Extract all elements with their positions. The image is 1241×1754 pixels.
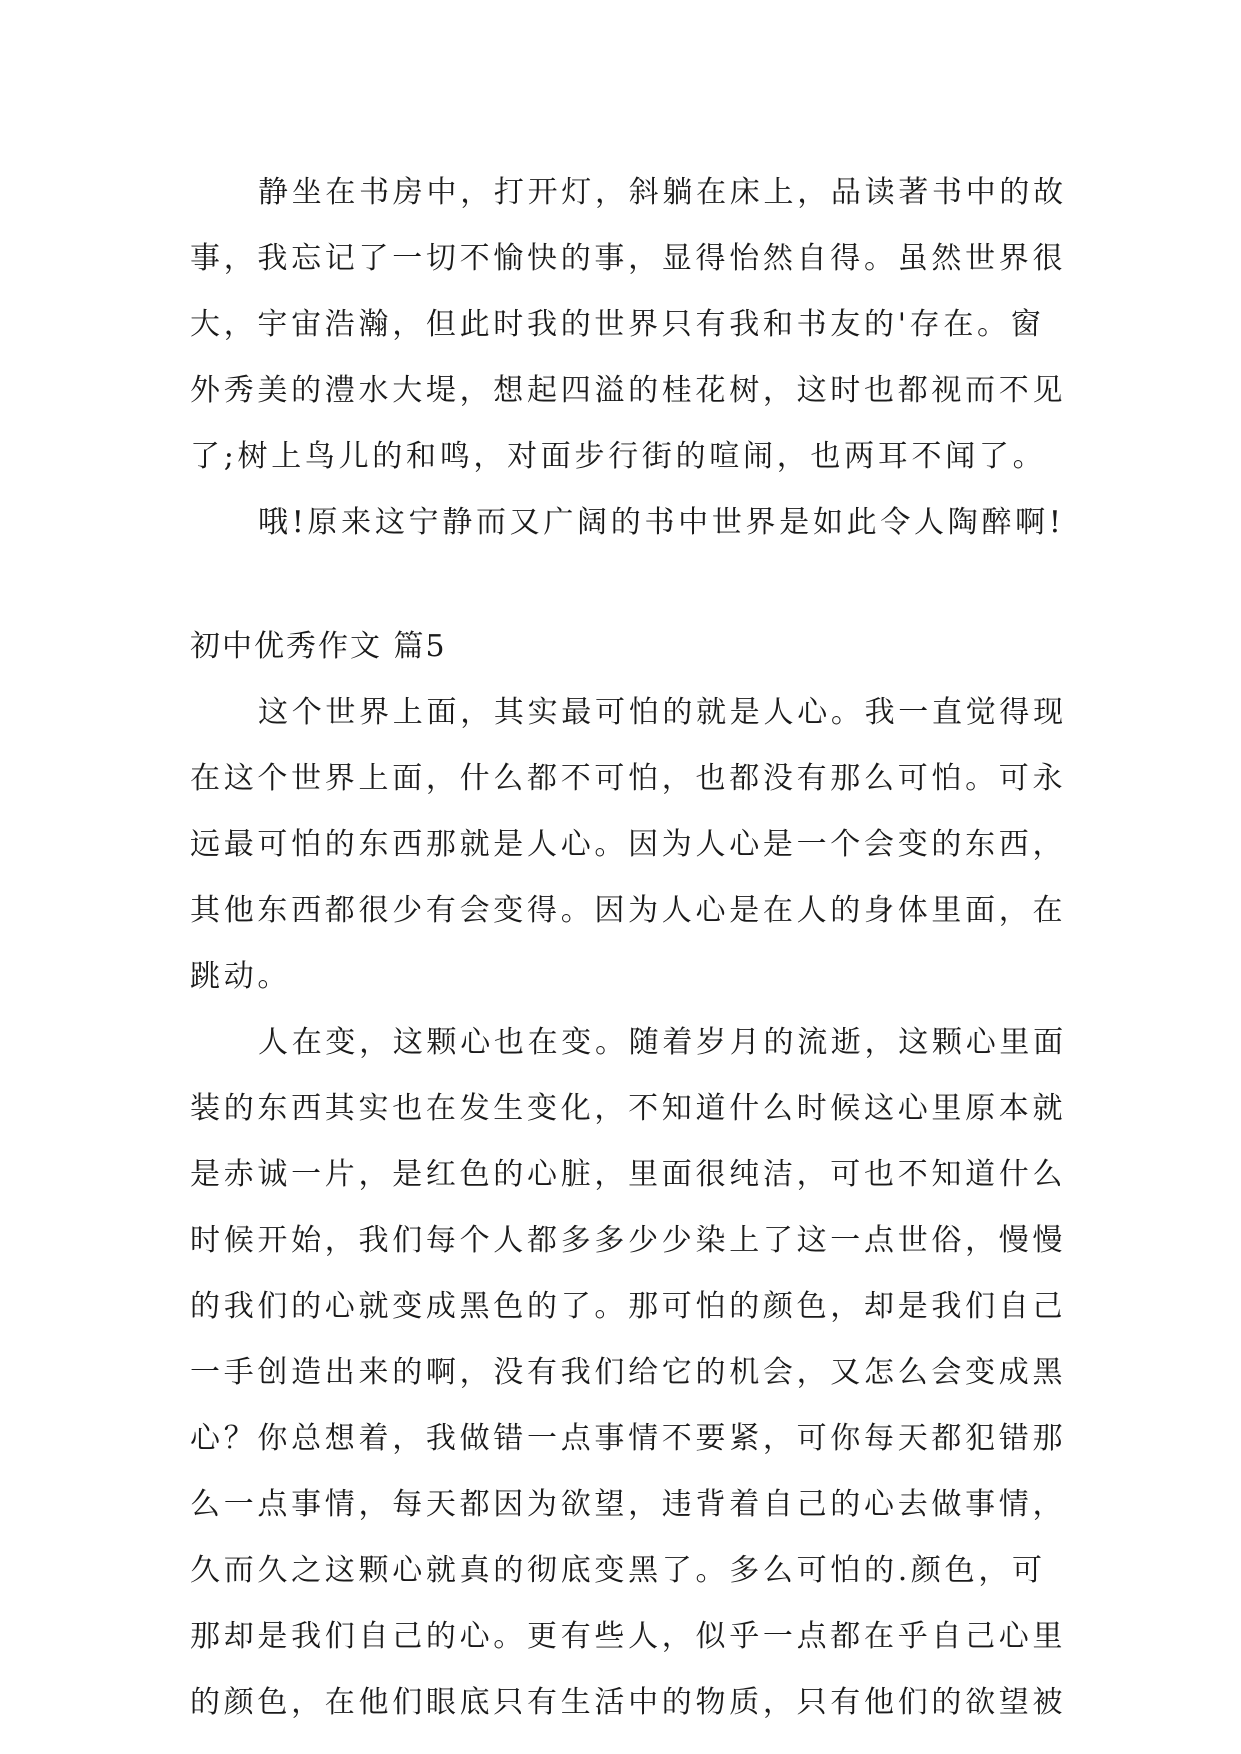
- text-line: 的颜色，在他们眼底只有生活中的物质，只有他们的欲望被: [190, 1685, 1067, 1720]
- text-line: 么一点事情，每天都因为欲望，违背着自己的心去做事情，: [190, 1487, 1067, 1522]
- text-line: 外秀美的澧水大堤，想起四溢的桂花树，这时也都视而不见: [190, 373, 1067, 408]
- text-line: 静坐在书房中，打开灯，斜躺在床上，品读著书中的故: [258, 175, 1067, 210]
- text-line: 远最可怕的东西那就是人心。因为人心是一个会变的东西，: [190, 827, 1067, 862]
- text-line: 人在变，这颗心也在变。随着岁月的流逝，这颗心里面: [258, 1025, 1067, 1060]
- paragraph-3: [190, 680, 1067, 1010]
- text-line: 大，宇宙浩瀚，但此时我的世界只有我和书友的'存在。窗: [190, 307, 1045, 342]
- text-line: 的我们的心就变成黑色的了。那可怕的颜色，却是我们自己: [190, 1289, 1067, 1324]
- text-line: 时候开始，我们每个人都多多少少染上了这一点世俗，慢慢: [190, 1223, 1067, 1258]
- text-line: 在这个世界上面，什么都不可怕，也都没有那么可怕。可永: [190, 761, 1067, 796]
- text-line: 这个世界上面，其实最可怕的就是人心。我一直觉得现: [258, 695, 1067, 730]
- text-line: 跳动。: [190, 959, 292, 994]
- text-line: 其他东西都很少有会变得。因为人心是在人的身体里面，在: [190, 893, 1067, 928]
- text-line: 哦!原来这宁静而又广阔的书中世界是如此令人陶醉啊!: [258, 505, 1065, 540]
- text-line: 那却是我们自己的心。更有些人，似乎一点都在乎自己心里: [190, 1619, 1067, 1654]
- paragraph-4: [190, 1010, 1067, 1736]
- text-line: 装的东西其实也在发生变化，不知道什么时候这心里原本就: [190, 1091, 1067, 1126]
- text-line: 一手创造出来的啊，没有我们给它的机会，又怎么会变成黑: [190, 1355, 1067, 1390]
- text-line: 久而久之这颗心就真的彻底变黑了。多么可怕的.颜色，可: [190, 1553, 1046, 1588]
- section-heading: 初中优秀作文 篇5: [190, 629, 447, 664]
- text-line: 事，我忘记了一切不愉快的事，显得怡然自得。虽然世界很: [190, 241, 1067, 276]
- text-line: 是赤诚一片，是红色的心脏，里面很纯洁，可也不知道什么: [190, 1157, 1067, 1192]
- paragraph-1: [190, 160, 1067, 490]
- text-line: 了;树上鸟儿的和鸣，对面步行街的喧闹，也两耳不闻了。: [190, 439, 1047, 474]
- paragraph-2: [190, 490, 1065, 556]
- document-page: [190, 160, 1067, 1736]
- text-line: 心？你总想着，我做错一点事情不要紧，可你每天都犯错那: [190, 1421, 1067, 1456]
